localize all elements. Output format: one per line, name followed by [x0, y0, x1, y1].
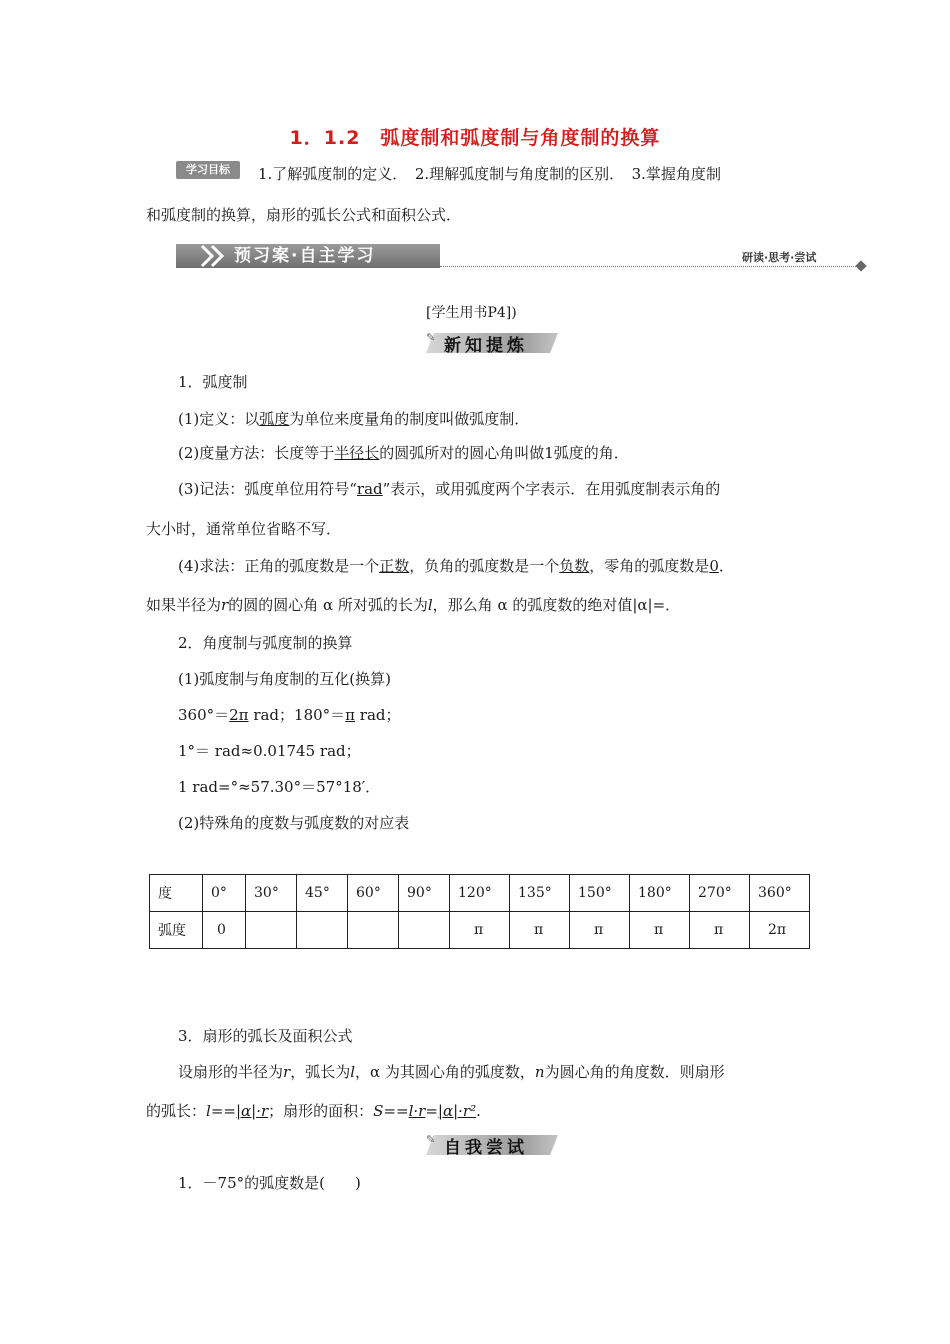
var-s: S — [373, 1102, 384, 1120]
section-tag-new-knowledge — [426, 331, 566, 356]
text: . — [476, 1102, 481, 1120]
fill-blank: |α|·r — [235, 1102, 269, 1120]
pencil-icon: ✎ — [426, 1133, 436, 1146]
fill-blank: 负数 — [559, 557, 590, 575]
book-reference: [学生用书P4]) — [426, 305, 517, 321]
s1-heading: 1．弧度制 — [178, 373, 248, 391]
s2-eq1 — [178, 704, 401, 725]
text: ，负角的弧度数是一个 — [409, 557, 560, 575]
s1-method — [178, 555, 734, 576]
table-cell: π — [570, 912, 630, 949]
fill-blank: |α|·r² — [437, 1102, 477, 1120]
table-cell: π — [690, 912, 750, 949]
learning-goals-line1: 1.了解弧度制的定义． 2.理解弧度制与角度制的区别． 3.掌握角度制 — [258, 165, 721, 183]
banner-divider — [440, 266, 860, 267]
text: ”表示，或用弧度两个字表示．在用弧度制表示角的 — [382, 480, 721, 498]
text: ，弧长为 — [290, 1063, 351, 1081]
var-r: r — [221, 596, 229, 614]
text: 设扇形的半径为 — [178, 1063, 284, 1081]
banner-title: 预习案·自主学习 — [234, 246, 376, 266]
s2-heading: 2．角度制与弧度制的换算 — [178, 634, 353, 652]
angle-conversion-table — [149, 874, 810, 949]
text: == — [210, 1102, 236, 1120]
table-cell: 180° — [630, 875, 690, 912]
pencil-icon: ✎ — [426, 331, 436, 344]
learning-goals-badge: 学习目标 — [176, 161, 240, 179]
text: ，那么角 α 的弧度数的绝对值|α|=． — [432, 596, 681, 614]
table-cell: 30° — [246, 875, 297, 912]
fill-blank: 半径长 — [334, 444, 380, 462]
s2-subheading-2: (2)特殊角的度数与弧度数的对应表 — [178, 814, 410, 832]
section-tag-label: 新知提炼 — [444, 336, 528, 356]
text: (3)记法：弧度单位用符号“ — [178, 480, 357, 498]
table-cell: 0° — [203, 875, 246, 912]
var-l: l — [350, 1063, 356, 1081]
s1-measure — [178, 442, 629, 463]
text: 360°＝ — [178, 706, 230, 724]
text: = — [425, 1102, 438, 1120]
table-header-cell: 度 — [150, 875, 203, 912]
fill-blank: 0 — [709, 557, 719, 575]
text: (4)求法：正角的弧度数是一个 — [178, 557, 380, 575]
text: 的弧长： — [146, 1102, 207, 1120]
fill-blank: π — [345, 706, 356, 724]
text: 的圆弧所对的圆心角叫做1弧度的角． — [379, 444, 629, 462]
table-cell: π — [630, 912, 690, 949]
text: 为单位来度量角的制度叫做弧度制． — [289, 410, 530, 428]
question-1: 1．－75°的弧度数是( ) — [178, 1174, 361, 1192]
var-l: l — [206, 1102, 211, 1120]
s1-notation-line2: 大小时，通常单位省略不写． — [146, 520, 342, 538]
table-cell: π — [510, 912, 570, 949]
s3-formulas — [146, 1100, 481, 1121]
table-cell — [297, 912, 348, 949]
text: rad； — [355, 706, 401, 724]
s2-subheading-1: (1)弧度制与角度制的互化(换算) — [178, 670, 391, 688]
fill-blank: 2π — [229, 706, 249, 724]
text: ；扇形的面积： — [268, 1102, 374, 1120]
table-cell — [399, 912, 450, 949]
table-cell: 360° — [750, 875, 810, 912]
table-cell: 150° — [570, 875, 630, 912]
table-cell — [246, 912, 297, 949]
table-cell: 0 — [203, 912, 246, 949]
s2-eq2: 1°＝ rad≈0.01745 rad； — [178, 742, 361, 760]
text: (2)度量方法：长度等于 — [178, 444, 335, 462]
table-cell: 135° — [510, 875, 570, 912]
table-row-radians — [150, 912, 810, 949]
table-cell: 90° — [399, 875, 450, 912]
table-cell: 120° — [450, 875, 510, 912]
fill-blank: l·r — [408, 1102, 426, 1120]
table-cell: 2π — [750, 912, 810, 949]
section-tag-label: 自我尝试 — [444, 1138, 528, 1158]
s3-line1 — [178, 1061, 725, 1082]
fill-blank: rad — [356, 480, 383, 498]
fill-blank: 弧度 — [259, 410, 290, 428]
table-cell — [348, 912, 399, 949]
var-n: n — [534, 1063, 545, 1081]
table-header-cell: 弧度 — [150, 912, 203, 949]
page-title: 1．1.2 弧度制和弧度制与角度制的换算 — [289, 127, 661, 149]
s2-eq3: 1 rad=°≈57.30°＝57°18′． — [178, 778, 381, 796]
fill-blank: 正数 — [379, 557, 410, 575]
var-l: l — [427, 596, 433, 614]
text: == — [383, 1102, 409, 1120]
text: ，α 为其圆心角的弧度数， — [355, 1063, 535, 1081]
table-row-degrees — [150, 875, 810, 912]
diamond-icon — [855, 260, 866, 271]
s1-method-line2 — [146, 594, 680, 615]
s1-definition — [178, 408, 529, 429]
text: 如果半径为 — [146, 596, 222, 614]
var-r: r — [283, 1063, 291, 1081]
banner-subtitle: 研读·思考·尝试 — [742, 251, 817, 264]
text: ． — [718, 557, 734, 575]
text: ，零角的弧度数是 — [589, 557, 710, 575]
section-tag-self-test — [426, 1133, 566, 1158]
text: 的圆的圆心角 α 所对弧的长为 — [228, 596, 428, 614]
table-cell: π — [450, 912, 510, 949]
chevron-right-icon — [198, 242, 230, 270]
text: 为圆心角的角度数．则扇形 — [544, 1063, 725, 1081]
text: (1)定义：以 — [178, 410, 260, 428]
table-cell: 270° — [690, 875, 750, 912]
preview-banner — [176, 240, 866, 270]
s1-notation — [178, 478, 720, 499]
learning-goals-line2: 和弧度制的换算，扇形的弧长公式和面积公式． — [146, 206, 462, 224]
table-cell: 60° — [348, 875, 399, 912]
table-cell: 45° — [297, 875, 348, 912]
s3-heading: 3．扇形的弧长及面积公式 — [178, 1027, 353, 1045]
text: rad；180°＝ — [248, 706, 346, 724]
